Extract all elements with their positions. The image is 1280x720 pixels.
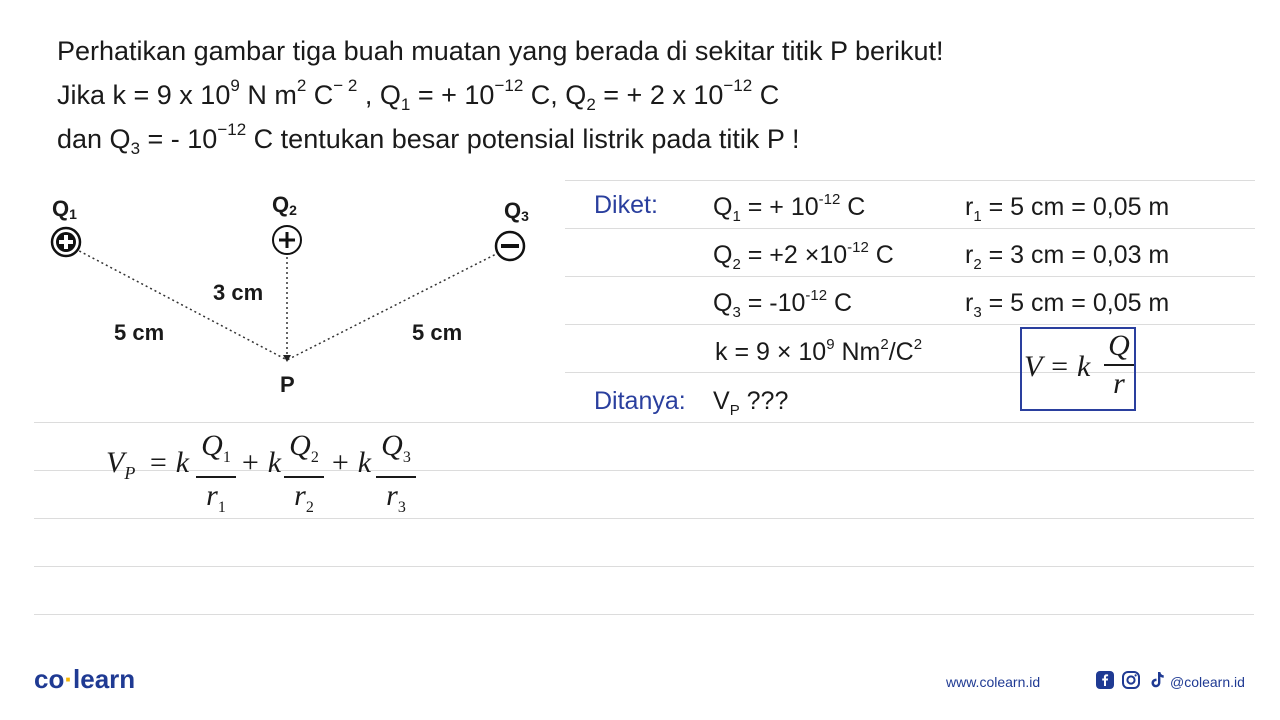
formula-fraction: Q r [1104,330,1134,400]
vp-plus-2: + k [330,446,372,479]
label-distance-q3: 5 cm [412,320,463,345]
vp-lhs: $V_P$ [106,446,136,483]
known-r1: $r_1 = 5$ cm = 0,05 m [965,193,1170,225]
label-distance-q2: 3 cm [213,280,264,305]
known-r2: $r_2 = 3$ cm = 0,03 m [965,241,1170,273]
rule-line [565,180,1255,181]
tiktok-icon[interactable] [1147,670,1167,690]
vp-term-1: $Q_1$ $r_1$ [196,430,236,524]
rule-line [34,566,1254,567]
vp-plus-1: + k [240,446,282,479]
charge-q3-negative-icon [496,232,524,260]
known-q2: $Q_2 = +2 \times 10^{-12}$ C [713,239,894,273]
label-q3: $Q_3$ [504,198,529,224]
facebook-icon[interactable] [1095,670,1115,690]
rule-line [565,324,1255,325]
vp-term-2: $Q_2$ $r_2$ [284,430,324,524]
problem-line-3: dan $Q_3$ = - $10^{-12}$ C tentukan besar potensial listrik pada titik P ! [57,120,800,158]
charge-q2-positive-icon [273,226,301,254]
social-icons [1095,670,1167,690]
vp-term-3: $Q_3$ $r_3$ [376,430,416,524]
charge-q1-positive-icon [52,228,80,256]
known-k: $k = 9 \times 10^9$ $Nm^2/C^2$ [715,336,923,366]
colearn-logo[interactable]: co·learn [34,664,136,694]
problem-line-1: Perhatikan gambar tiga buah muatan yang berada di sekitar titik P berikut! [57,36,944,66]
line-q3-p [287,248,508,360]
instagram-icon[interactable] [1121,670,1141,690]
known-q3: $Q_3 = -10^{-12}$ C [713,287,853,321]
label-q1: $Q_1$ [52,196,77,222]
rule-line [565,276,1255,277]
formula-lhs: V = k [1024,350,1091,383]
ditanya-value: $V_P$ ??? [713,387,789,419]
footer-url[interactable]: www.colearn.id [946,674,1041,690]
known-q1: $Q_1$ = + $10^{-12}$ C [713,191,866,225]
known-r3: $r_3 = 5$ cm = 0,05 m [965,289,1170,321]
rule-line [565,228,1255,229]
problem-line-2: Jika k = 9 x $10^9$ N $m^2$ $C^{- 2}$ , $Q_1$ = + $10^{-12}$ C, $Q_2$ = + 2 x $10^{-12}$ C [57,76,780,114]
diket-label: Diket: [594,191,658,219]
label-point-p: P [280,372,295,397]
footer-handle[interactable]: @colearn.id [1170,674,1245,690]
label-q2: $Q_2$ [272,192,297,218]
ditanya-label: Ditanya: [594,387,686,415]
rule-line [34,422,1254,423]
rule-line [565,372,1255,373]
label-distance-q1: 5 cm [114,320,165,345]
vp-eq: = k [148,446,190,479]
rule-line [34,614,1254,615]
